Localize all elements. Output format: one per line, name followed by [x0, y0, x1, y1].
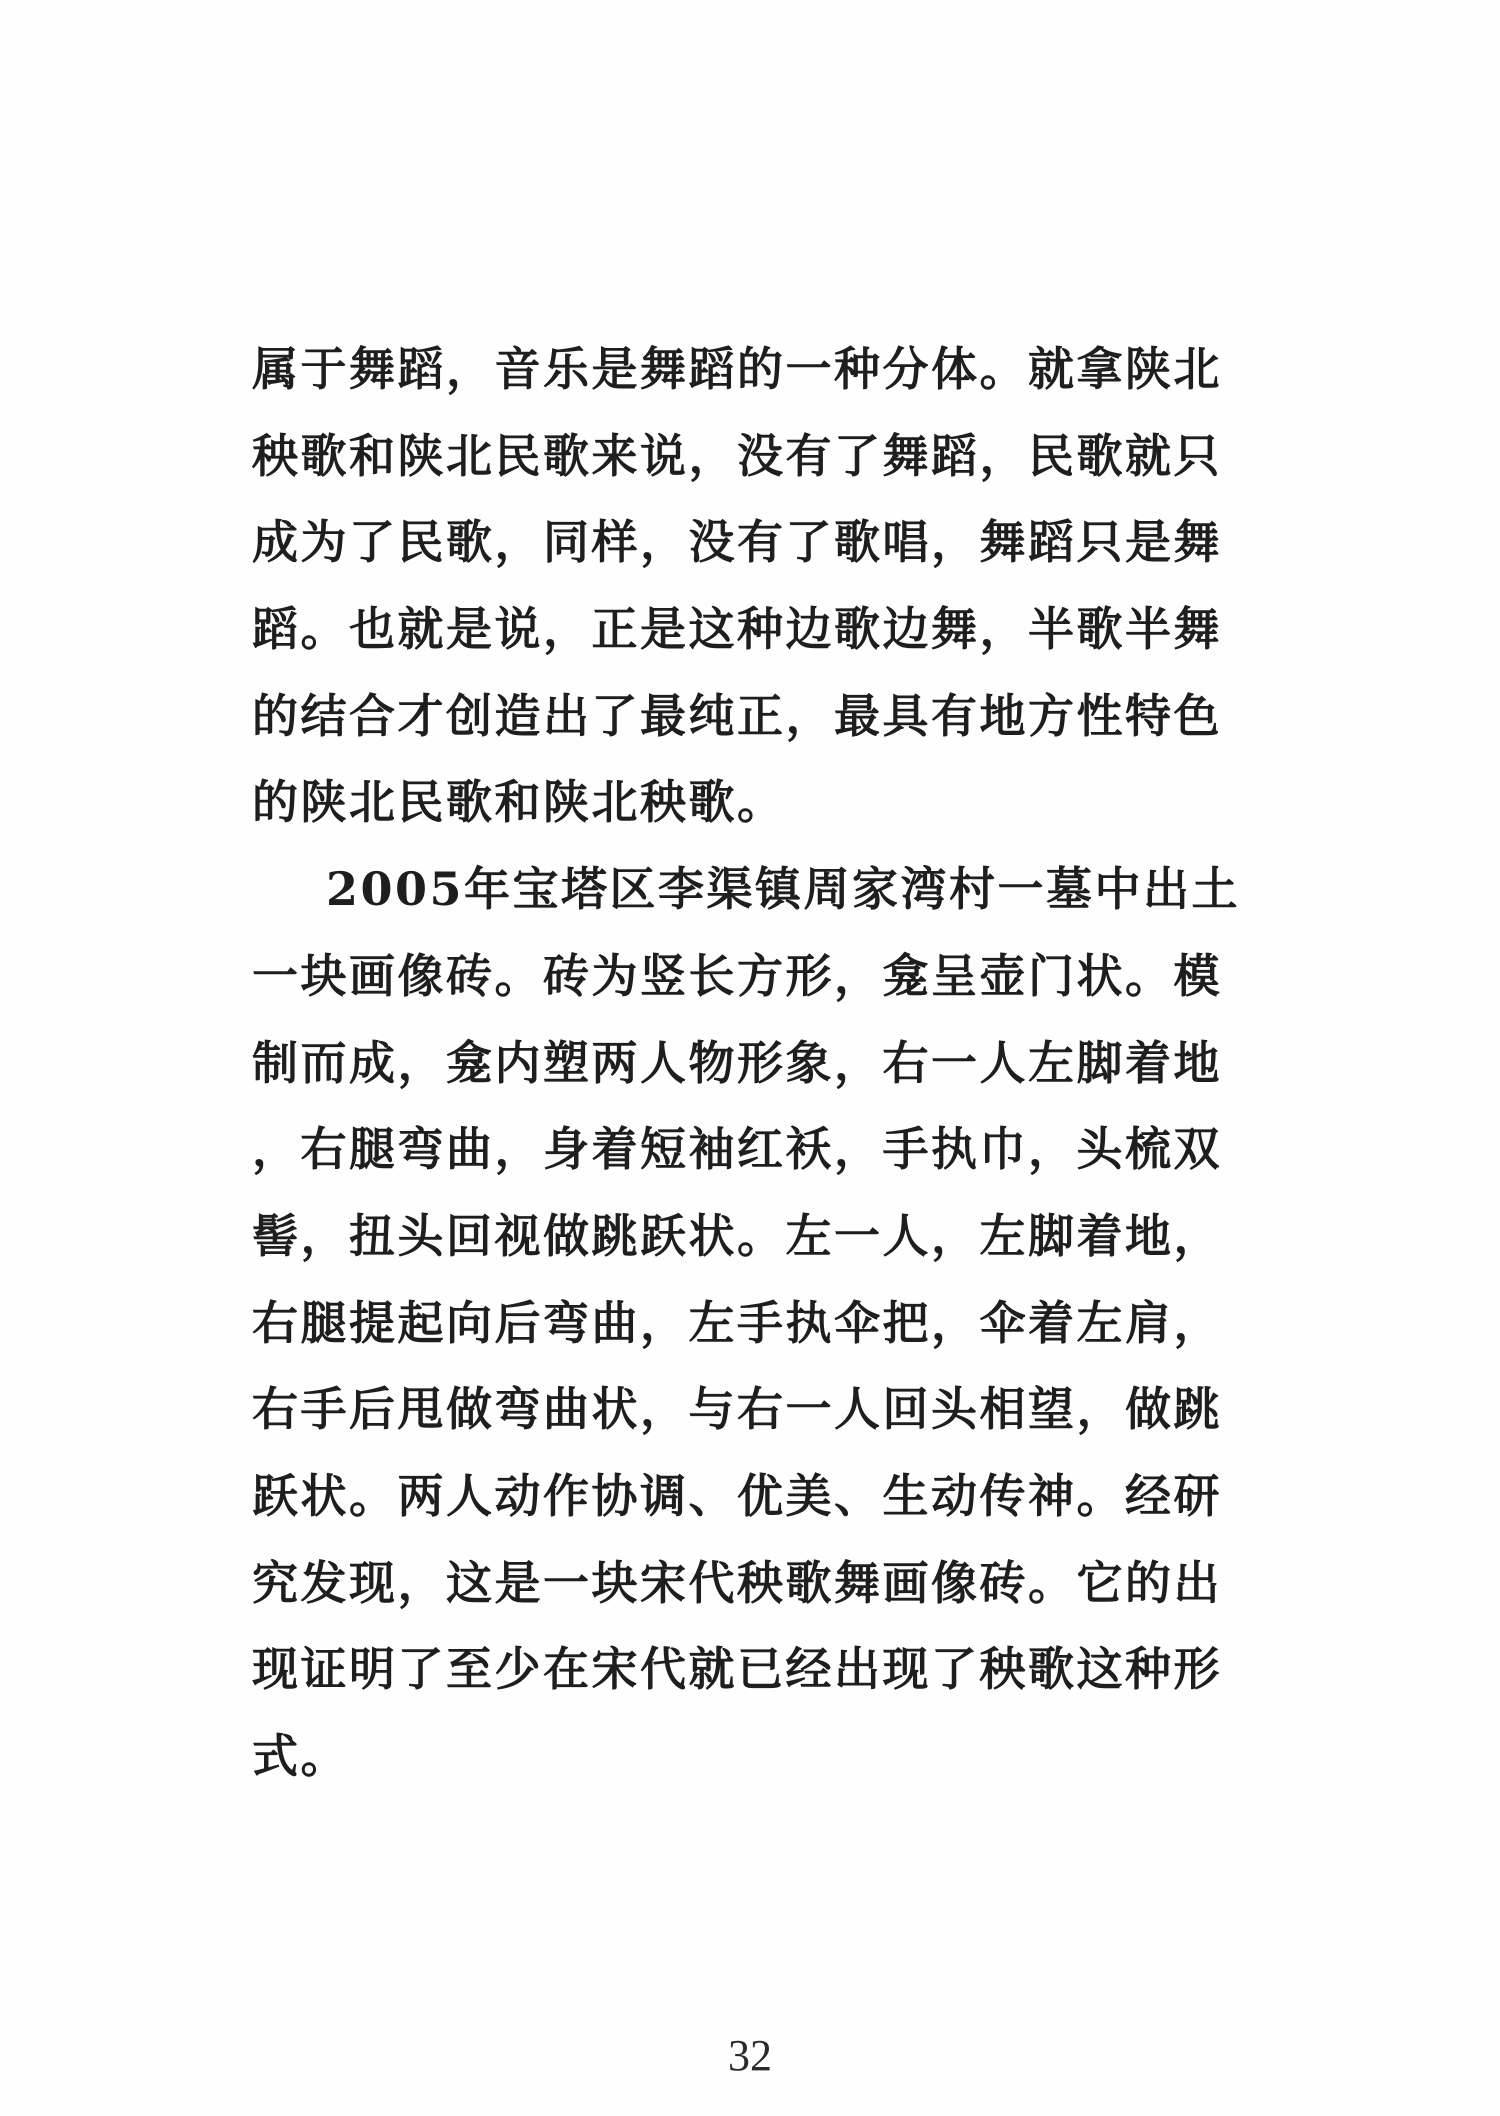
body-text	[252, 326, 1252, 1800]
text-line: 秧歌和陕北民歌来说，没有了舞蹈，民歌就只	[252, 428, 1222, 483]
text-line: 成为了民歌，同样，没有了歌唱，舞蹈只是舞	[252, 515, 1222, 570]
paragraph-2	[252, 846, 1252, 1800]
text-line: 右腿提起向后弯曲，左手执伞把，伞着左肩，	[252, 1295, 1222, 1350]
text-line: 属于舞蹈，音乐是舞蹈的一种分体。就拿陕北	[252, 342, 1222, 396]
text-line: 的结合才创造出了最纯正，最具有地方性特色	[252, 688, 1222, 743]
paragraph-1	[252, 326, 1252, 846]
text-line: 制而成，龛内塑两人物形象，右一人左脚着地	[252, 1035, 1222, 1090]
text-line: 2005年宝塔区李渠镇周家湾村一墓中出土	[326, 862, 1241, 917]
text-line: 蹈。也就是说，正是这种边歌边舞，半歌半舞	[252, 602, 1222, 657]
text-line: 的陕北民歌和陕北秧歌。	[252, 775, 786, 830]
text-line: 现证明了至少在宋代就已经出现了秧歌这种形	[252, 1642, 1222, 1697]
page-number: 32	[728, 2031, 772, 2080]
text-line: 究发现，这是一块宋代秧歌舞画像砖。它的出	[252, 1555, 1222, 1610]
text-line: 一块画像砖。砖为竖长方形，龛呈壶门状。模	[252, 948, 1222, 1003]
text-line: 右手后甩做弯曲状，与右一人回头相望，做跳	[252, 1382, 1222, 1437]
text-line: 髻，扭头回视做跳跃状。左一人，左脚着地，	[252, 1208, 1222, 1263]
text-line: 跃状。两人动作协调、优美、生动传神。经研	[252, 1468, 1222, 1523]
text-line: ，右腿弯曲，身着短袖红袄，手执巾，头梳双	[252, 1122, 1222, 1177]
text-line: 式。	[252, 1729, 349, 1783]
